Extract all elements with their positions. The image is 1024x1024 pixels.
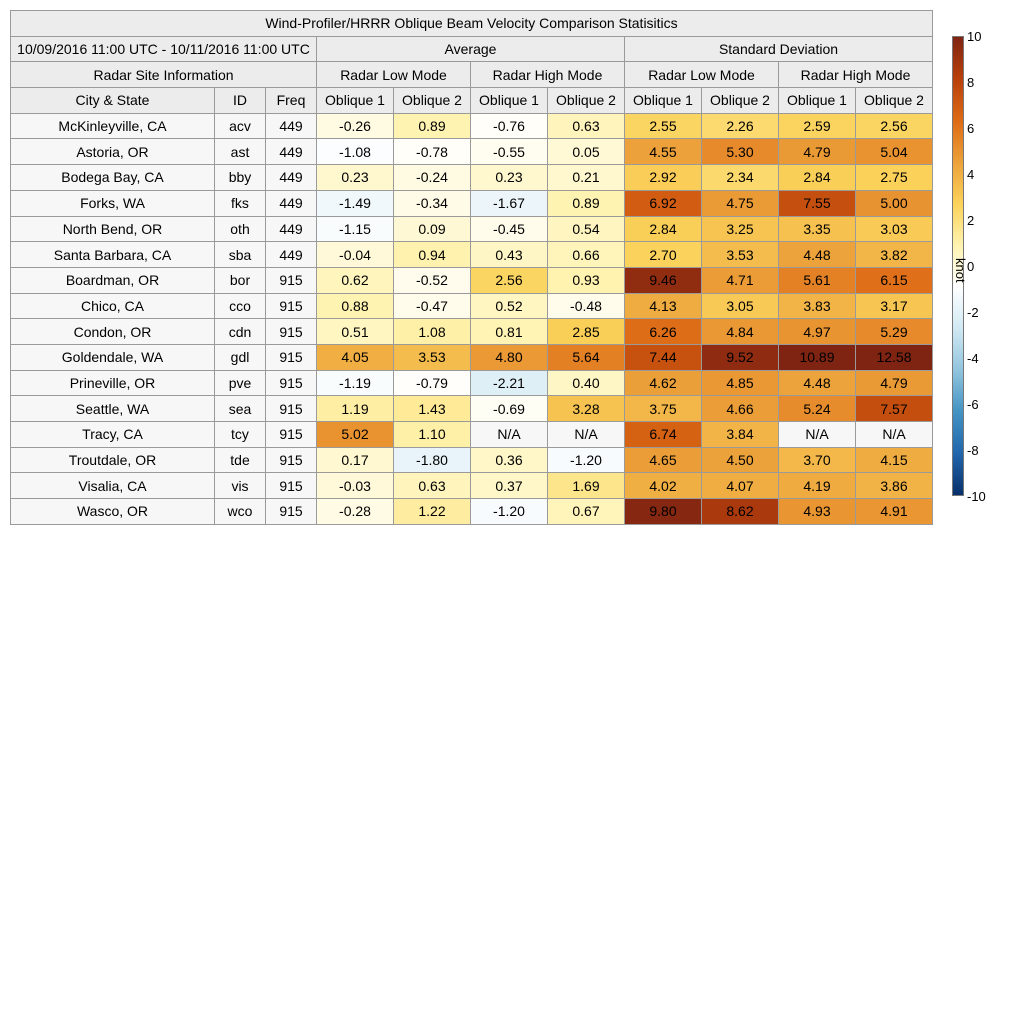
value-cell: 3.82 [856, 242, 933, 268]
value-cell: 3.86 [856, 473, 933, 499]
value-cell: 6.92 [625, 190, 702, 216]
value-cell: -1.08 [317, 139, 394, 165]
site-freq: 915 [266, 293, 317, 319]
value-cell: 4.55 [625, 139, 702, 165]
site-id: acv [215, 113, 266, 139]
value-cell: 2.26 [702, 113, 779, 139]
value-cell: 0.63 [394, 473, 471, 499]
site-freq: 449 [266, 113, 317, 139]
table-row [11, 216, 933, 242]
site-freq: 915 [266, 447, 317, 473]
value-cell: 3.25 [702, 216, 779, 242]
column-header: Oblique 1 [779, 88, 856, 114]
value-cell: 0.40 [548, 370, 625, 396]
table-row [11, 447, 933, 473]
mode-header: Radar High Mode [471, 62, 625, 88]
value-cell: 5.30 [702, 139, 779, 165]
colorbar-tick: 8 [967, 75, 975, 90]
value-cell: 9.80 [625, 499, 702, 525]
value-cell: -2.21 [471, 370, 548, 396]
colorbar-tick: 10 [967, 29, 982, 44]
value-cell: -0.26 [317, 113, 394, 139]
value-cell: 0.89 [394, 113, 471, 139]
site-freq: 449 [266, 165, 317, 191]
value-cell: 3.28 [548, 396, 625, 422]
site-freq: 449 [266, 190, 317, 216]
value-cell: 4.66 [702, 396, 779, 422]
value-cell: 4.85 [702, 370, 779, 396]
table-row [11, 139, 933, 165]
value-cell: 0.52 [471, 293, 548, 319]
value-cell: 2.84 [625, 216, 702, 242]
value-cell: -1.49 [317, 190, 394, 216]
site-id: gdl [215, 344, 266, 370]
table-row [11, 370, 933, 396]
table-row [11, 113, 933, 139]
column-header: Oblique 2 [394, 88, 471, 114]
value-cell: 10.89 [779, 344, 856, 370]
value-cell: 0.54 [548, 216, 625, 242]
table-row [11, 344, 933, 370]
value-cell: 5.00 [856, 190, 933, 216]
site-id: cco [215, 293, 266, 319]
value-cell: -0.47 [394, 293, 471, 319]
site-city: Troutdale, OR [11, 447, 215, 473]
value-cell: 3.70 [779, 447, 856, 473]
table-row [11, 293, 933, 319]
value-cell: 3.53 [702, 242, 779, 268]
site-id: bby [215, 165, 266, 191]
value-cell: 4.97 [779, 319, 856, 345]
site-freq: 915 [266, 344, 317, 370]
site-id: sea [215, 396, 266, 422]
site-id: tcy [215, 422, 266, 448]
value-cell: N/A [548, 422, 625, 448]
value-cell: 7.57 [856, 396, 933, 422]
colorbar-tick: -8 [967, 443, 979, 458]
table-row [11, 422, 933, 448]
value-cell: 4.79 [856, 370, 933, 396]
date-range: 10/09/2016 11:00 UTC - 10/11/2016 11:00 UTC [11, 36, 317, 62]
value-cell: 0.93 [548, 267, 625, 293]
site-freq: 915 [266, 499, 317, 525]
column-header: Freq [266, 88, 317, 114]
value-cell: -0.55 [471, 139, 548, 165]
colorbar-label: knot [953, 258, 968, 283]
value-cell: 12.58 [856, 344, 933, 370]
value-cell: 1.22 [394, 499, 471, 525]
value-cell: 4.15 [856, 447, 933, 473]
value-cell: 0.43 [471, 242, 548, 268]
site-city: Prineville, OR [11, 370, 215, 396]
value-cell: 2.59 [779, 113, 856, 139]
site-freq: 915 [266, 396, 317, 422]
value-cell: N/A [779, 422, 856, 448]
site-id: oth [215, 216, 266, 242]
value-cell: 0.37 [471, 473, 548, 499]
site-id: tde [215, 447, 266, 473]
value-cell: 2.55 [625, 113, 702, 139]
value-cell: 4.93 [779, 499, 856, 525]
site-freq: 449 [266, 216, 317, 242]
value-cell: -0.03 [317, 473, 394, 499]
value-cell: 3.05 [702, 293, 779, 319]
value-cell: 0.17 [317, 447, 394, 473]
site-city: Bodega Bay, CA [11, 165, 215, 191]
site-city: Tracy, CA [11, 422, 215, 448]
site-city: Boardman, OR [11, 267, 215, 293]
value-cell: 0.23 [471, 165, 548, 191]
value-cell: 3.83 [779, 293, 856, 319]
value-cell: 1.19 [317, 396, 394, 422]
value-cell: -1.20 [471, 499, 548, 525]
site-freq: 449 [266, 242, 317, 268]
value-cell: 4.48 [779, 370, 856, 396]
value-cell: 4.80 [471, 344, 548, 370]
site-id: ast [215, 139, 266, 165]
value-cell: 2.84 [779, 165, 856, 191]
value-cell: -0.79 [394, 370, 471, 396]
value-cell: 3.53 [394, 344, 471, 370]
value-cell: -0.04 [317, 242, 394, 268]
site-id: pve [215, 370, 266, 396]
value-cell: 2.56 [856, 113, 933, 139]
value-cell: 4.79 [779, 139, 856, 165]
value-cell: 3.84 [702, 422, 779, 448]
value-cell: N/A [856, 422, 933, 448]
value-cell: N/A [471, 422, 548, 448]
value-cell: 0.05 [548, 139, 625, 165]
value-cell: 2.70 [625, 242, 702, 268]
value-cell: 4.71 [702, 267, 779, 293]
value-cell: -1.80 [394, 447, 471, 473]
table-row [11, 499, 933, 525]
value-cell: -0.34 [394, 190, 471, 216]
value-cell: 4.75 [702, 190, 779, 216]
site-freq: 915 [266, 370, 317, 396]
value-cell: 2.85 [548, 319, 625, 345]
value-cell: 2.75 [856, 165, 933, 191]
value-cell: 6.74 [625, 422, 702, 448]
site-city: Forks, WA [11, 190, 215, 216]
site-id: vis [215, 473, 266, 499]
site-city: Chico, CA [11, 293, 215, 319]
value-cell: 3.03 [856, 216, 933, 242]
value-cell: -0.69 [471, 396, 548, 422]
site-freq: 915 [266, 267, 317, 293]
value-cell: 4.02 [625, 473, 702, 499]
value-cell: -0.48 [548, 293, 625, 319]
site-freq: 449 [266, 139, 317, 165]
value-cell: 0.62 [317, 267, 394, 293]
value-cell: 4.05 [317, 344, 394, 370]
value-cell: 1.08 [394, 319, 471, 345]
site-city: McKinleyville, CA [11, 113, 215, 139]
value-cell: 7.55 [779, 190, 856, 216]
value-cell: 0.36 [471, 447, 548, 473]
group-header-std-dev: Standard Deviation [625, 36, 933, 62]
site-freq: 915 [266, 319, 317, 345]
site-city: Condon, OR [11, 319, 215, 345]
site-id: bor [215, 267, 266, 293]
column-header: Oblique 2 [548, 88, 625, 114]
value-cell: -0.78 [394, 139, 471, 165]
value-cell: 4.48 [779, 242, 856, 268]
table-row [11, 242, 933, 268]
table-row [11, 319, 933, 345]
site-id: cdn [215, 319, 266, 345]
value-cell: 6.26 [625, 319, 702, 345]
value-cell: 4.65 [625, 447, 702, 473]
value-cell: -1.15 [317, 216, 394, 242]
column-header: Oblique 1 [471, 88, 548, 114]
value-cell: 3.75 [625, 396, 702, 422]
value-cell: 4.07 [702, 473, 779, 499]
site-id: fks [215, 190, 266, 216]
value-cell: -1.20 [548, 447, 625, 473]
colorbar-tick: -4 [967, 351, 979, 366]
value-cell: -0.76 [471, 113, 548, 139]
value-cell: 0.88 [317, 293, 394, 319]
value-cell: 4.91 [856, 499, 933, 525]
value-cell: 0.21 [548, 165, 625, 191]
value-cell: 1.10 [394, 422, 471, 448]
value-cell: 4.19 [779, 473, 856, 499]
column-header: Oblique 1 [625, 88, 702, 114]
value-cell: 0.67 [548, 499, 625, 525]
value-cell: 1.43 [394, 396, 471, 422]
colorbar-tick: -2 [967, 305, 979, 320]
site-city: North Bend, OR [11, 216, 215, 242]
site-id: wco [215, 499, 266, 525]
value-cell: 2.56 [471, 267, 548, 293]
value-cell: 1.69 [548, 473, 625, 499]
colorbar-tick: -10 [967, 489, 986, 504]
value-cell: 0.63 [548, 113, 625, 139]
value-cell: 5.02 [317, 422, 394, 448]
value-cell: 0.81 [471, 319, 548, 345]
table-title: Wind-Profiler/HRRR Oblique Beam Velocity Comparison Statisitics [11, 11, 933, 37]
value-cell: 0.89 [548, 190, 625, 216]
site-city: Astoria, OR [11, 139, 215, 165]
value-cell: 0.09 [394, 216, 471, 242]
site-freq: 915 [266, 473, 317, 499]
value-cell: 2.34 [702, 165, 779, 191]
value-cell: 3.35 [779, 216, 856, 242]
value-cell: 5.24 [779, 396, 856, 422]
stats-table [10, 10, 933, 525]
colorbar-tick: 0 [967, 259, 975, 274]
colorbar-tick: -6 [967, 397, 979, 412]
table-row [11, 396, 933, 422]
value-cell: 4.62 [625, 370, 702, 396]
value-cell: 0.66 [548, 242, 625, 268]
value-cell: -1.67 [471, 190, 548, 216]
table-row [11, 165, 933, 191]
value-cell: 4.50 [702, 447, 779, 473]
colorbar-tick: 6 [967, 121, 975, 136]
value-cell: 5.04 [856, 139, 933, 165]
value-cell: 0.51 [317, 319, 394, 345]
table-row [11, 267, 933, 293]
value-cell: 4.84 [702, 319, 779, 345]
value-cell: -0.24 [394, 165, 471, 191]
value-cell: 2.92 [625, 165, 702, 191]
value-cell: 9.52 [702, 344, 779, 370]
group-header-average: Average [317, 36, 625, 62]
colorbar-tick: 2 [967, 213, 975, 228]
site-freq: 915 [266, 422, 317, 448]
value-cell: -1.19 [317, 370, 394, 396]
table-row [11, 473, 933, 499]
site-city: Visalia, CA [11, 473, 215, 499]
site-info-header: Radar Site Information [11, 62, 317, 88]
value-cell: 3.17 [856, 293, 933, 319]
value-cell: 8.62 [702, 499, 779, 525]
value-cell: 9.46 [625, 267, 702, 293]
value-cell: 7.44 [625, 344, 702, 370]
value-cell: 5.29 [856, 319, 933, 345]
table-row [11, 190, 933, 216]
site-city: Seattle, WA [11, 396, 215, 422]
value-cell: 5.64 [548, 344, 625, 370]
mode-header: Radar Low Mode [317, 62, 471, 88]
value-cell: 0.23 [317, 165, 394, 191]
column-header: Oblique 2 [702, 88, 779, 114]
site-city: Goldendale, WA [11, 344, 215, 370]
value-cell: 4.13 [625, 293, 702, 319]
column-header: Oblique 1 [317, 88, 394, 114]
value-cell: 5.61 [779, 267, 856, 293]
site-city: Santa Barbara, CA [11, 242, 215, 268]
mode-header: Radar High Mode [779, 62, 933, 88]
column-header: City & State [11, 88, 215, 114]
mode-header: Radar Low Mode [625, 62, 779, 88]
value-cell: 6.15 [856, 267, 933, 293]
column-header: ID [215, 88, 266, 114]
value-cell: -0.45 [471, 216, 548, 242]
colorbar-tick: 4 [967, 167, 975, 182]
site-city: Wasco, OR [11, 499, 215, 525]
value-cell: -0.28 [317, 499, 394, 525]
value-cell: -0.52 [394, 267, 471, 293]
value-cell: 0.94 [394, 242, 471, 268]
column-header: Oblique 2 [856, 88, 933, 114]
site-id: sba [215, 242, 266, 268]
